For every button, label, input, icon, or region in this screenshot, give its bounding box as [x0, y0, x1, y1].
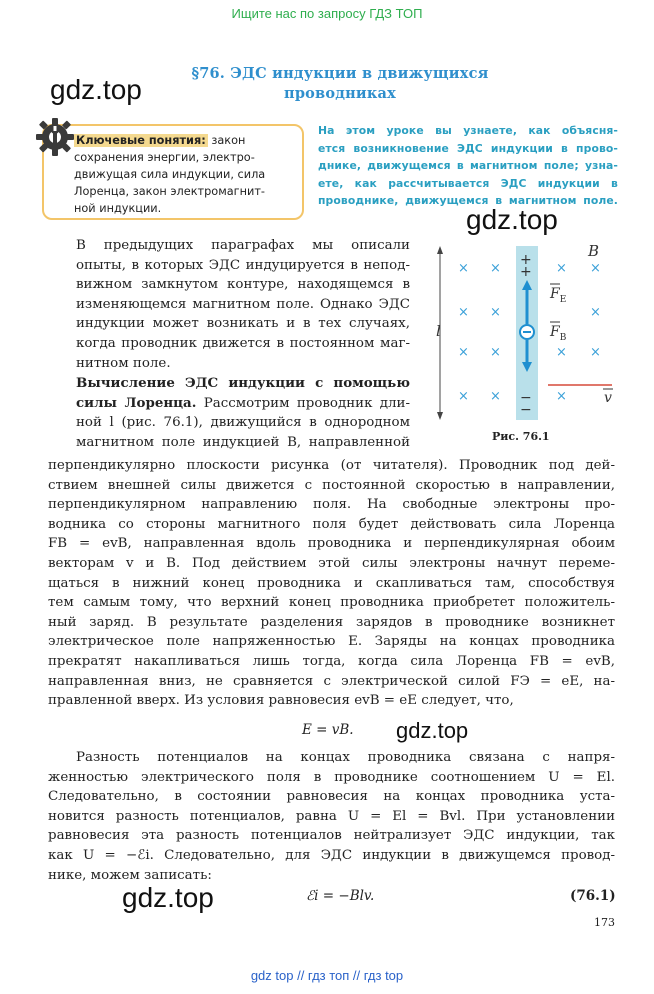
watermark-2: gdz.top [466, 204, 558, 235]
p2-full-line-4: водника со стороны магнитного поля будет действовать сила Лоренца [48, 516, 615, 532]
p2-full-line-3: перпендикулярном направлению поля. На свободные электроны про- [48, 497, 615, 513]
field-cross: × [556, 389, 567, 404]
field-cross: × [556, 345, 567, 360]
p2-full-line-6: векторам v и B. Под действием этой силы электроны начнут переме- [48, 555, 615, 571]
p3-line-2: женностью электрического поля в проводнике соотношением U = El. [48, 769, 615, 785]
p2-full-line-9: ный заряд. В результате разделения зарядов в проводнике возникнет [48, 614, 615, 630]
p3-line-3: Следовательно, в состоянии равновесия на концах проводника уста- [48, 789, 615, 805]
field-cross: × [590, 261, 601, 276]
field-cross: × [590, 345, 601, 360]
section-title [140, 64, 540, 104]
field-cross: × [458, 261, 469, 276]
watermark-1: gdz.top [50, 74, 142, 105]
p2-heading-2: силы Лоренца. [76, 394, 197, 411]
p1-line-6: когда проводник движется в постоянном маг- [76, 335, 410, 351]
p3-line-5: равновесия эта разность потенциалов нейтрализует ЭДС индукции, так [48, 828, 615, 844]
p3-line-7: нике, можем записать: [48, 867, 212, 883]
key-concepts-text [74, 132, 296, 217]
field-cross: × [490, 389, 501, 404]
p1-line-1: В предыдущих параграфах мы описали [76, 238, 410, 253]
figure-76-1 [428, 240, 618, 430]
field-cross: × [490, 345, 501, 360]
intro-line-1: На этом уроке вы узнаете, как объясня- [318, 124, 618, 137]
title-line-2: проводниках [284, 85, 396, 102]
top-banner: Ищите нас по запросу ГДЗ ТОП [231, 6, 423, 21]
p2-full-line-13: правленной вверх. Из условия равновесия evB = eE следует, что, [48, 693, 514, 709]
field-cross: × [490, 305, 501, 320]
label-B: B [588, 242, 600, 260]
field-cross: × [458, 305, 469, 320]
watermark-3: gdz.top [396, 718, 469, 743]
equation-1: E = vB. [302, 722, 354, 738]
p1-line-4: изменяющемся магнитном поле. Однако ЭДС [76, 296, 410, 312]
key-line-4: Лоренца, закон электромагнит- [74, 185, 265, 198]
intro-line-2: ется возникновение ЭДС индукции в прово- [318, 141, 618, 155]
p1-line-5: индукции может возникать и в тех случаях, [76, 316, 410, 332]
intro-line-4: ете, как рассчитывается ЭДС индукции в [318, 176, 618, 190]
label-FE: $F_Е$ [550, 286, 567, 305]
field-cross: × [590, 305, 601, 320]
p2-narrow-line-1: ной l (рис. 76.1), движущийся в однородном [76, 415, 410, 431]
label-FB: $F_В$ [550, 324, 567, 343]
field-cross: × [458, 389, 469, 404]
minus-sign-1: − [520, 390, 532, 406]
label-v: v [604, 390, 612, 406]
p2-full-line-10: электрическое поле напряженностью E. Заряды на концах проводника [48, 634, 615, 650]
watermark-4: gdz.top [122, 882, 214, 913]
lesson-intro [318, 122, 618, 210]
p2-full-line-7: щаться в нижний конец проводника и скапливаться там, способствуя [48, 575, 615, 591]
paragraph-3 [48, 748, 615, 885]
bottom-links: gdz top // гдз топ // гдз top [250, 968, 404, 983]
p2-full-line-11: прекратят накапливаться лишь тогда, когда сила Лоренца FB = evB, [48, 653, 615, 669]
paragraph-1 [76, 236, 410, 373]
p2-full-line-8: тем самым тому, что верхний конец проводника приобретет положитель- [48, 595, 615, 611]
p1-line-3: вижном замкнутом контуре, находящемся в [76, 277, 410, 293]
p3-line-6: как U = −ℰi. Следовательно, для ЭДС индукции в движущемся провод- [48, 847, 615, 863]
p1-line-7: нитном поле. [76, 355, 171, 371]
key-line-5: ной индукции. [74, 202, 162, 215]
intro-line-5: проводнике, движущемся в магнитном поле. [318, 194, 618, 208]
plus-sign-2: + [520, 264, 532, 280]
p2-full-line-1: перпендикулярно плоскости рисунка (от читателя). Проводник под дей- [48, 458, 615, 473]
p2-heading: Вычисление ЭДС индукции с помощью [76, 375, 410, 391]
p1-line-2: опыты, в которых ЭДС индуцируется в непод- [76, 257, 410, 273]
title-line-1: §76. ЭДС индукции в движущихся [191, 65, 489, 82]
plus-sign-1: + [520, 252, 532, 268]
length-arrow-bottom [437, 412, 443, 420]
paragraph-2-full [48, 456, 615, 711]
label-l: l [436, 322, 441, 340]
key-concepts-box [42, 124, 304, 220]
p2-full-line-12: направленная вниз, не сравняется с электрической силой FЭ = eE, на- [48, 673, 615, 689]
p2-first: Рассмотрим проводник дли- [196, 395, 410, 411]
p3-line-4: новится разность потенциалов, равна U = El = Bvl. При установлении [48, 808, 615, 824]
p3-line-1: Разность потенциалов на концах проводника связана с напря- [76, 750, 615, 765]
equation-number: (76.1) [570, 888, 616, 904]
key-line-3: движущая сила индукции, сила [74, 168, 266, 181]
figure-caption: Рис. 76.1 [492, 430, 550, 443]
key-line-1: закон [207, 134, 246, 147]
p2-full-line-5: FB = evB, направленная вдоль проводника и перпендикулярная обоим [48, 536, 615, 552]
field-cross: × [556, 261, 567, 276]
p2-full-line-2: ствием внешней силы движется с постоянной скоростью в направлении, [48, 477, 615, 493]
equation-2: ℰi = −Blv. [306, 888, 375, 904]
field-cross: × [458, 345, 469, 360]
key-concepts-label: Ключевые понятия: [76, 134, 206, 147]
length-arrow-top [437, 246, 443, 254]
paragraph-2-narrow [76, 374, 410, 452]
gear-wrench-icon [34, 116, 76, 158]
page-number: 173 [594, 916, 615, 929]
minus-sign-2: − [520, 402, 532, 418]
p2-narrow-line-2: магнитном поле индукцией B, направленной [76, 434, 410, 450]
field-cross: × [490, 261, 501, 276]
intro-line-3: днике, движущемся в магнитном поле; узна- [318, 159, 618, 173]
key-line-2: сохранения энергии, электро- [74, 151, 255, 164]
